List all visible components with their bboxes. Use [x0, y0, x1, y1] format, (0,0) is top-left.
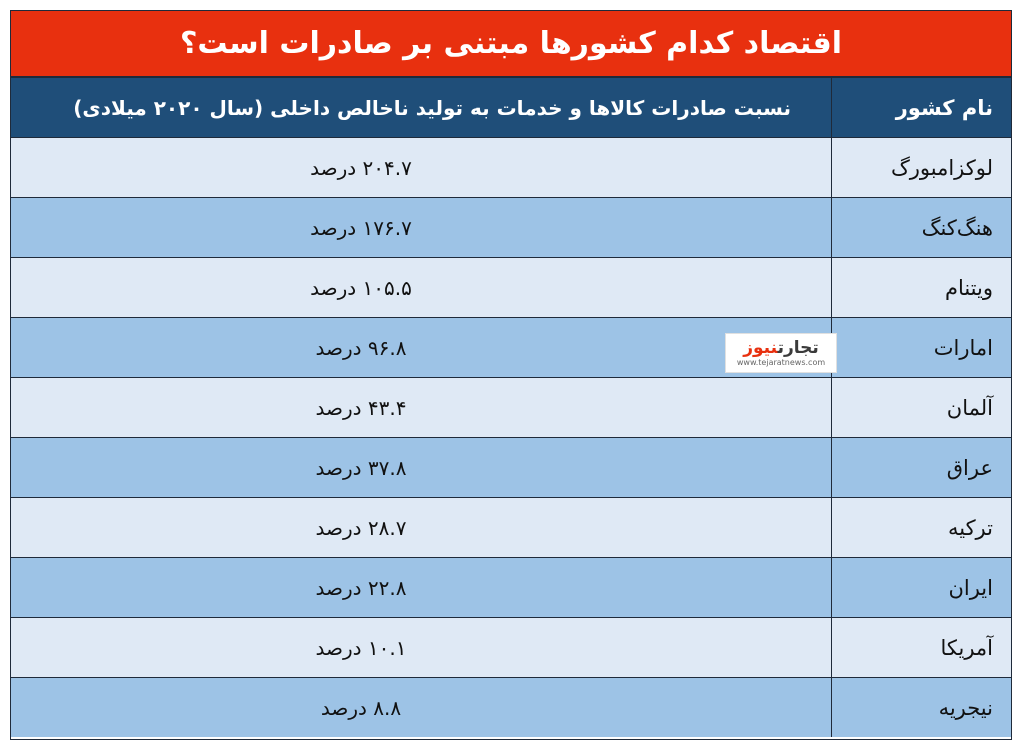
country-cell: هنگ‌کنگ	[831, 198, 1011, 257]
country-cell: لوکزامبورگ	[831, 138, 1011, 197]
tejarat-news-logo	[725, 333, 837, 373]
ratio-cell: ۱۷۶.۷ درصد	[310, 215, 412, 240]
ratio-cell: ۲۲.۸ درصد	[315, 575, 407, 600]
data-table	[10, 10, 1012, 740]
ratio-cell: ۱۰۵.۵ درصد	[310, 275, 412, 300]
logo-text-b: نیوز	[743, 338, 778, 358]
ratio-cell: ۴۳.۴ درصد	[315, 395, 407, 420]
logo-url: www.tejaratnews.com	[736, 358, 826, 367]
country-cell: عراق	[831, 438, 1011, 497]
ratio-cell: ۲۸.۷ درصد	[315, 515, 407, 540]
table-row	[11, 498, 1011, 558]
header-ratio: نسبت صادرات کالاها و خدمات به تولید ناخالص داخلی (سال ۲۰۲۰ میلادی)	[73, 95, 791, 120]
ratio-cell: ۲۰۴.۷ درصد	[310, 155, 412, 180]
ratio-cell: ۳۷.۸ درصد	[315, 455, 407, 480]
table-row	[11, 378, 1011, 438]
table-row	[11, 438, 1011, 498]
country-cell: ترکیه	[831, 498, 1011, 557]
country-cell: نیجریه	[831, 678, 1011, 737]
table-header	[11, 78, 1011, 138]
ratio-cell: ۸.۸ درصد	[320, 695, 402, 720]
country-cell: آمریکا	[831, 618, 1011, 677]
country-cell: ویتنام	[831, 258, 1011, 317]
country-cell: ایران	[831, 558, 1011, 617]
country-cell: امارات	[831, 318, 1011, 377]
table-row	[11, 258, 1011, 318]
ratio-cell: ۱۰.۱ درصد	[315, 635, 407, 660]
table-title: اقتصاد کدام کشورها مبتنی بر صادرات است؟	[11, 11, 1011, 78]
country-cell: آلمان	[831, 378, 1011, 437]
ratio-cell: ۹۶.۸ درصد	[315, 335, 407, 360]
logo-text-a: تجارت	[777, 338, 819, 358]
table-row	[11, 138, 1011, 198]
table-row	[11, 198, 1011, 258]
header-country: نام کشور	[831, 78, 1011, 137]
table-row	[11, 318, 1011, 378]
table-row	[11, 618, 1011, 678]
table-row	[11, 678, 1011, 737]
table-row	[11, 558, 1011, 618]
